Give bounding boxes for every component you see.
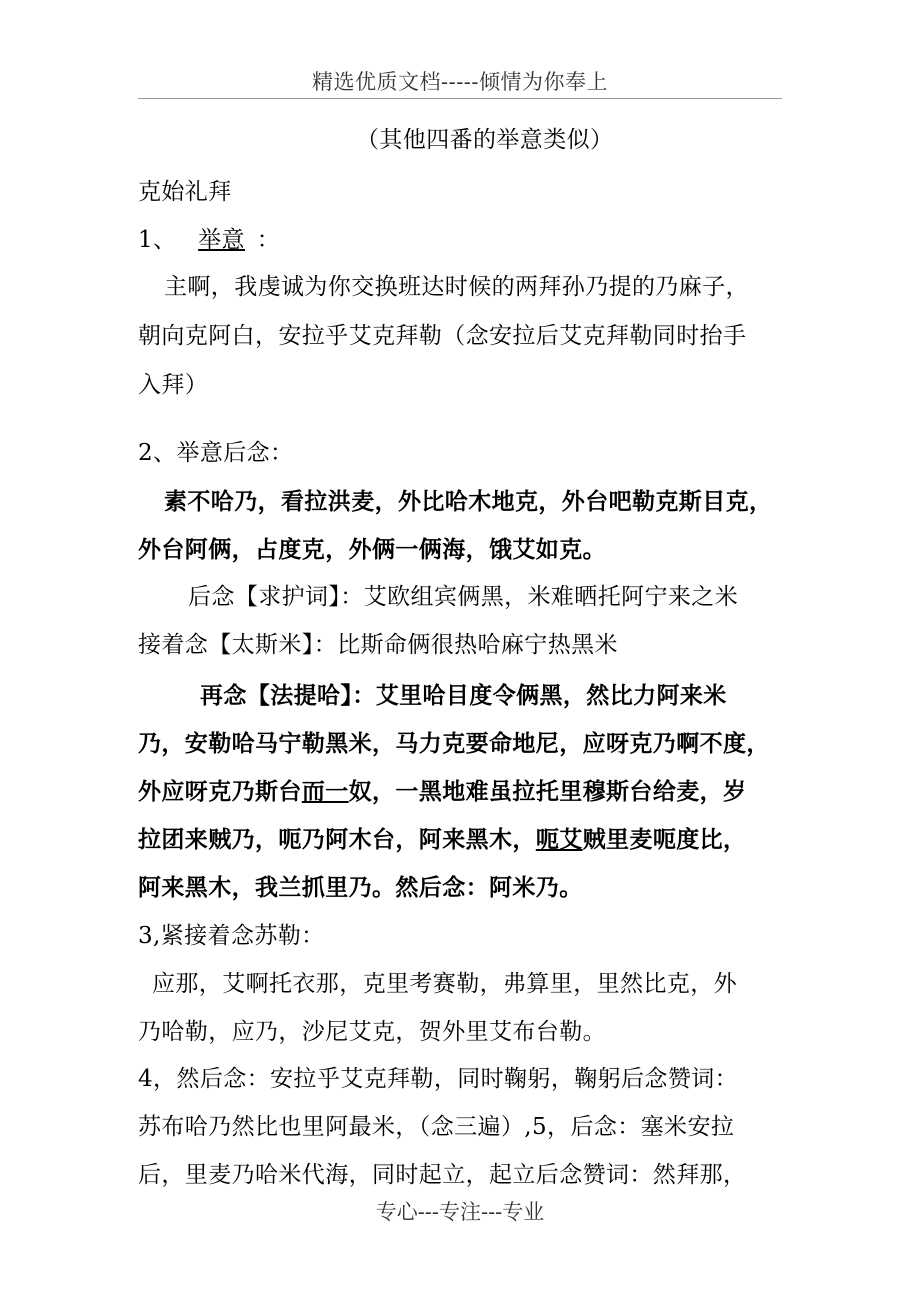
protect-line: 后念【求护词】：艾欧组宾俩黑，米难晒托阿宁来之米 bbox=[188, 584, 739, 610]
fatiha-line-4-part-b: 贼里麦呃度比， bbox=[582, 826, 747, 853]
sura-line-2: 乃哈勒，应乃，沙尼艾克，贺外里艾布台勒。 bbox=[138, 1019, 606, 1045]
item-4-line-3: 后，里麦乃哈米代海，同时起立，起立后念赞词：然拜那， bbox=[138, 1162, 747, 1188]
tasmiya-line: 接着念【太斯米】：比斯命俩很热哈麻宁热黑米 bbox=[138, 632, 618, 658]
recite-line-1: 素不哈乃，看拉洪麦，外比哈木地克，外台吧勒克斯目克， bbox=[164, 488, 773, 515]
header-divider bbox=[138, 98, 782, 99]
page-footer: 专心---专注---专业 bbox=[375, 1200, 545, 1224]
fatiha-line-4-part-a: 拉团来贼乃，呃乃阿木台，阿来黑木， bbox=[138, 826, 536, 853]
fatiha-line-5: 阿来黑木，我兰抓里乃。然后念：阿米乃。 bbox=[138, 874, 583, 901]
fatiha-line-1: 再念【法提哈】：艾里哈目度令俩黑，然比力阿来米 bbox=[200, 682, 727, 709]
recite-line-2: 外台阿俩，占度克，外俩一俩海，饿艾如克。 bbox=[138, 536, 606, 563]
fatiha-line-3-part-b: 奴，一黑地难虽拉托里穆斯台给麦，岁 bbox=[348, 778, 747, 805]
intent-line-1: 主啊，我虔诚为你交换班达时候的两拜孙乃提的乃麻子， bbox=[164, 274, 749, 300]
fatiha-line-4-underlined: 呃艾 bbox=[535, 826, 583, 853]
page-header: 精选优质文档-----倾情为你奉上 bbox=[312, 70, 608, 94]
intent-line-2: 朝向克阿白，安拉乎艾克拜勒（念安拉后艾克拜勒同时抬手 bbox=[138, 323, 747, 349]
fatiha-line-4 bbox=[138, 821, 838, 854]
intent-line-3: 入拜） bbox=[138, 372, 209, 398]
note-text: （其他四番的举意类似） bbox=[356, 127, 614, 153]
item-4-line-1: 4，然后念：安拉乎艾克拜勒，同时鞠躬，鞠躬后念赞词： bbox=[138, 1066, 739, 1092]
section-title: 克始礼拜 bbox=[138, 179, 232, 205]
sura-line-1: 应那，艾啊托衣那，克里考赛勒，弗算里，里然比克，外 bbox=[152, 971, 737, 997]
fatiha-line-3-underlined: 而一 bbox=[301, 778, 349, 805]
item-3-heading: 3,紧接着念苏勒： bbox=[138, 923, 325, 949]
item-1-label: 举意 bbox=[198, 227, 245, 253]
item-1-colon: ： bbox=[256, 227, 281, 253]
fatiha-line-2: 乃，安勒哈马宁勒黑米，马力克要命地尼，应呀克乃啊不度， bbox=[138, 730, 770, 757]
fatiha-line-3 bbox=[138, 773, 838, 806]
fatiha-line-3-part-a: 外应呀克乃斯台 bbox=[138, 778, 302, 805]
item-1-heading bbox=[138, 221, 838, 254]
item-1-number: 1、 bbox=[138, 227, 177, 253]
item-4-line-2: 苏布哈乃然比也里阿最米，（念三遍）,5，后念：塞米安拉 bbox=[138, 1114, 735, 1140]
item-2-heading: 2、举意后念： bbox=[138, 440, 294, 466]
